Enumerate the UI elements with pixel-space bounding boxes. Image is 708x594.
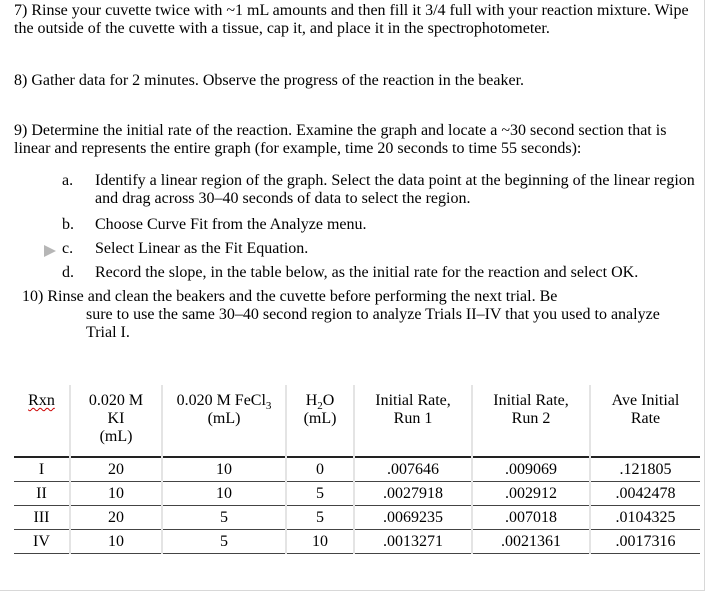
cell-h2o: 5 [286,505,354,529]
substep-text: Record the slope, in the table below, as the initial rate for the reaction and select OK. [95,264,639,281]
step-10-continuation: sure to use the same 30–40 second region to analyze Trials II–IV that you used to analyze Trial I. [86,306,660,341]
header-rxn: Rxn [28,392,55,409]
step-10-text [22,288,692,342]
header-run1: Initial Rate, Run 1 [354,385,472,457]
table-row [14,529,700,553]
cell-rxn: III [33,508,50,526]
cell-average: .0017316 [590,529,700,553]
bookmark-triangle-icon [44,245,56,257]
header-fecl3: 0.020 M FeCl$_3$ (mL) [162,385,286,457]
header-average: Ave Initial Rate [590,385,700,457]
cell-ki: 20 [70,457,162,481]
cell-average: .0042478 [590,481,700,505]
cell-run1: .007646 [354,457,472,481]
table-row [14,457,700,481]
cell-run2: .0021361 [472,529,590,553]
cell-run1: .0013271 [354,529,472,553]
substep-label: a. [62,172,74,189]
step-8-text: 8) Gather data for 2 minutes. Observe the progress of the reaction in the beaker. [14,72,525,89]
table-row [14,505,700,529]
cell-fecl3: 10 [162,481,286,505]
cell-rxn: II [36,484,47,502]
cell-fecl3: 5 [162,505,286,529]
substep-text: Select Linear as the Fit Equation. [95,240,309,257]
step-7-text: 7) Rinse your cuvette twice with ~1 mL amounts and then fill it 3/4 full with your reaction mixture. Wipe the outside of the cuvette with a tissue, cap it, and place it in the spectrophotometer. [14,2,689,37]
substep-label: d. [62,264,74,281]
reaction-rate-table [14,385,700,554]
cell-fecl3: 10 [162,457,286,481]
cell-h2o: 10 [286,529,354,553]
step-9-text: 9) Determine the initial rate of the reaction. Examine the graph and locate a ~30 second section that is linear and represents the entire graph (for example, time 20 seconds to time 55 seconds): [14,122,667,157]
cell-rxn: IV [33,532,50,550]
substep-label: c. [62,240,74,257]
cell-h2o: 5 [286,481,354,505]
cell-rxn: I [38,461,45,478]
cell-run1: .0027918 [354,481,472,505]
step-10-line1: 10) Rinse and clean the beakers and the cuvette before performing the next trial. Be [22,288,558,305]
substep-text: Identify a linear region of the graph. Select the data point at the beginning of the linear region and drag across 30–40 seconds of data to select the region. [95,172,695,207]
cell-run1: .0069235 [354,505,472,529]
substep-label: b. [62,216,74,233]
table-header-row [14,385,700,457]
table-row [14,481,700,505]
header-run2: Initial Rate, Run 2 [472,385,590,457]
cell-average: .121805 [590,457,700,481]
cell-fecl3: 5 [162,529,286,553]
cell-run2: .007018 [472,505,590,529]
header-h2o: $H_2O$ (mL) [286,385,354,457]
cell-ki: 10 [70,481,162,505]
cell-ki: 20 [70,505,162,529]
cell-ki: 10 [70,529,162,553]
substep-text: Choose Curve Fit from the Analyze menu. [95,216,367,233]
header-ki: 0.020 M KI (mL) [70,385,162,457]
cell-average: .0104325 [590,505,700,529]
cell-run2: .009069 [472,457,590,481]
cell-run2: .002912 [472,481,590,505]
cell-h2o: 0 [286,457,354,481]
